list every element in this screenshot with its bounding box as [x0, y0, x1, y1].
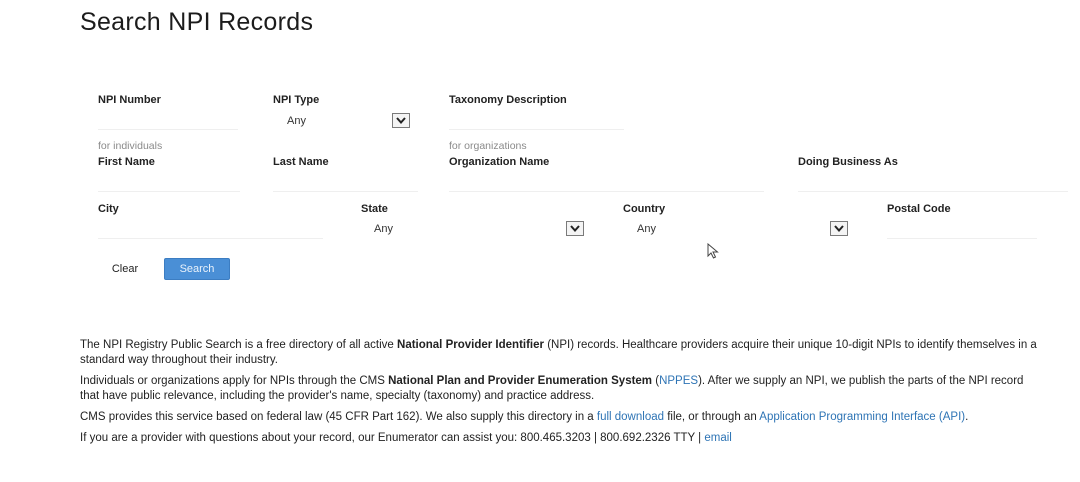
npi-number-label: NPI Number [98, 94, 161, 106]
country-value: Any [637, 223, 656, 235]
api-link[interactable]: Application Programming Interface (API) [759, 411, 966, 423]
full-download-link[interactable]: full download [596, 411, 665, 423]
clear-button[interactable]: Clear [102, 259, 148, 279]
info-section [80, 338, 1040, 452]
postal-code-label: Postal Code [887, 203, 951, 215]
city-input[interactable] [98, 217, 323, 239]
npi-type-label: NPI Type [273, 94, 320, 106]
npi-number-input[interactable] [98, 108, 238, 130]
npi-type-value: Any [287, 115, 306, 127]
country-select[interactable] [637, 220, 848, 240]
first-name-input[interactable] [98, 170, 240, 192]
search-button[interactable]: Search [164, 258, 230, 280]
state-label: State [361, 203, 388, 215]
city-label: City [98, 203, 119, 215]
organization-name-label: Organization Name [449, 156, 550, 168]
email-link[interactable]: email [704, 432, 732, 444]
info-paragraph: If you are a provider with questions about your record, our Enumerator can assist you: 800.465.3203 | 800.692.2326 TTY | email [80, 432, 732, 444]
taxonomy-input[interactable] [449, 108, 624, 130]
info-paragraph: The NPI Registry Public Search is a free directory of all active National Provider Identifier (NPI) records. Healthcare providers acquire their unique 10-digit NPIs to identify themselves in a standard way throughout their industry. [80, 339, 1037, 366]
organization-name-input[interactable] [449, 170, 764, 192]
postal-code-input[interactable] [887, 217, 1037, 239]
doing-business-as-label: Doing Business As [798, 156, 898, 168]
last-name-label: Last Name [273, 156, 329, 168]
chevron-down-icon[interactable] [566, 221, 584, 236]
individuals-note: for individuals [98, 140, 163, 152]
page-title: Search NPI Records [80, 8, 314, 36]
last-name-input[interactable] [273, 170, 418, 192]
info-paragraph: Individuals or organizations apply for NPIs through the CMS National Plan and Provider Enumeration System (NPPES). After we supply an NPI, we publish the parts of the NPI record that have public relevance, including the provider's name, specialty (taxonomy) and practice address. [80, 375, 1024, 402]
chevron-down-icon[interactable] [392, 113, 410, 128]
state-select[interactable] [374, 220, 584, 240]
state-value: Any [374, 223, 393, 235]
taxonomy-label: Taxonomy Description [449, 94, 567, 106]
country-label: Country [623, 203, 666, 215]
organizations-note: for organizations [449, 140, 527, 152]
npi-type-select[interactable] [287, 112, 410, 132]
doing-business-as-input[interactable] [798, 170, 1068, 192]
nppes-link[interactable]: NPPES [659, 375, 699, 387]
first-name-label: First Name [98, 156, 155, 168]
info-paragraph: CMS provides this service based on federal law (45 CFR Part 162). We also supply this directory in a full download file, or through an Application Programming Interface (API). [80, 411, 969, 423]
mouse-pointer-icon [707, 243, 719, 259]
chevron-down-icon[interactable] [830, 221, 848, 236]
